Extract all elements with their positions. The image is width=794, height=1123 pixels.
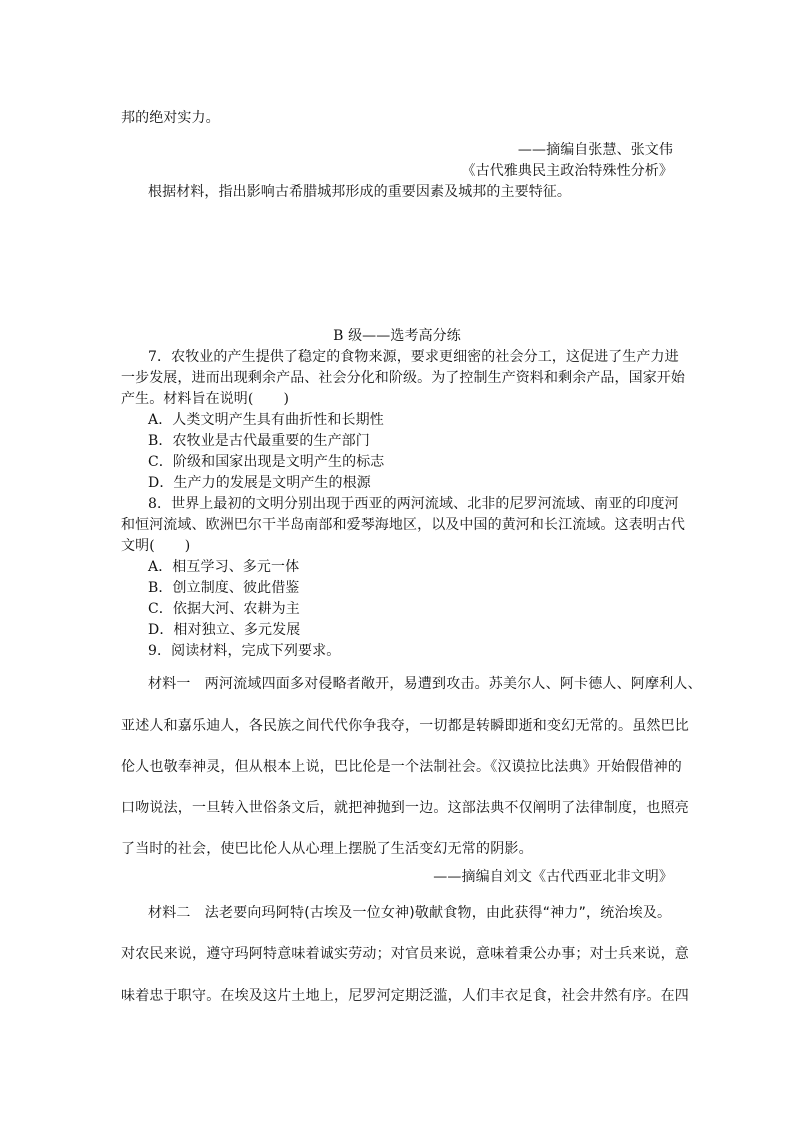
q8-option-b: B．创立制度、彼此借鉴 (148, 580, 300, 596)
q7-stem-line-3 (121, 389, 681, 409)
section-title: B 级——选考高分练 (333, 328, 461, 344)
q7-stem-text: 产生。材料旨在说明( (121, 391, 254, 407)
q8-stem-close: ) (184, 538, 191, 554)
q8-stem-line-2: 和恒河流域、欧洲巴尔干半岛南部和爱琴海地区，以及中国的黄河和长江流域。这表明古代 (121, 517, 685, 533)
material-one-line-2: 亚述人和嘉乐迪人，各民族之间代代你争我夺，一切都是转瞬即逝和变幻无常的。虽然巴比 (121, 718, 689, 734)
material-two-line-1: 材料二 法老要向玛阿特(古埃及一位女神)敬献食物，由此获得“神力”，统治埃及。 (148, 905, 672, 921)
q7-stem-close: ) (283, 391, 290, 407)
source-author: ——摘编自张慧、张文伟 (517, 142, 673, 158)
question-prompt: 根据材料，指出影响古希腊城邦形成的重要因素及城邦的主要特征。 (148, 184, 571, 200)
material-two-line-3: 味着忠于职守。在埃及这片土地上，尼罗河定期泛滥，人们丰衣足食，社会井然有序。在四 (121, 988, 689, 1004)
q8-option-d: D．相对独立、多元发展 (148, 622, 301, 638)
q7-option-c: C．阶级和国家出现是文明产生的标志 (148, 454, 385, 470)
q7-option-d: D．生产力的发展是文明产生的根源 (148, 475, 371, 491)
material-one-line-5: 了当时的社会，使巴比伦人从心理上摆脱了生活变幻无常的阴影。 (121, 841, 533, 857)
q8-stem-text: 文明( (121, 538, 155, 554)
material-two-line-2: 对农民来说，遵守玛阿特意味着诚实劳动；对官员来说，意味着秉公办事；对士兵来说，意 (121, 946, 689, 962)
material-one-source: ——摘编自刘文《古代西亚北非文明》 (433, 869, 673, 885)
q7-stem-line-2: 一步发展，进而出现剩余产品、社会分化和阶级。为了控制生产资料和剩余产品，国家开始 (121, 370, 685, 386)
previous-material-tail: 邦的绝对实力。 (121, 110, 220, 126)
material-one-line-4: 口吻说法，一旦转入世俗条文后，就把神抛到一边。这部法典不仅阐明了法律制度，也照亮 (121, 800, 689, 816)
q8-option-c: C．依据大河、农耕为主 (148, 601, 300, 617)
q9-stem: 9．阅读材料，完成下列要求。 (148, 643, 341, 659)
q8-option-a: A．相互学习、多元一体 (148, 559, 300, 575)
q7-option-a: A．人类文明产生具有曲折性和长期性 (148, 412, 384, 428)
source-title: 《古代雅典民主政治特殊性分析》 (461, 163, 673, 179)
q8-stem-line-1: 8．世界上最初的文明分别出现于西亚的两河流域、北非的尼罗河流域、南亚的印度河 (148, 496, 679, 512)
material-one-line-3: 伦人也敬奉神灵，但从根本上说，巴比伦是一个法制社会。《汉谟拉比法典》开始假借神的 (121, 759, 682, 775)
q7-stem-line-1: 7．农牧业的产生提供了稳定的食物来源，要求更细密的社会分工，这促进了生产力进 (148, 349, 679, 365)
q8-stem-line-3 (121, 536, 681, 556)
material-one-line-1: 材料一 两河流域四面多对侵略者敞开，易遭到攻击。苏美尔人、阿卡德人、阿摩利人、 (148, 676, 702, 692)
q7-option-b: B．农牧业是古代最重要的生产部门 (148, 433, 370, 449)
